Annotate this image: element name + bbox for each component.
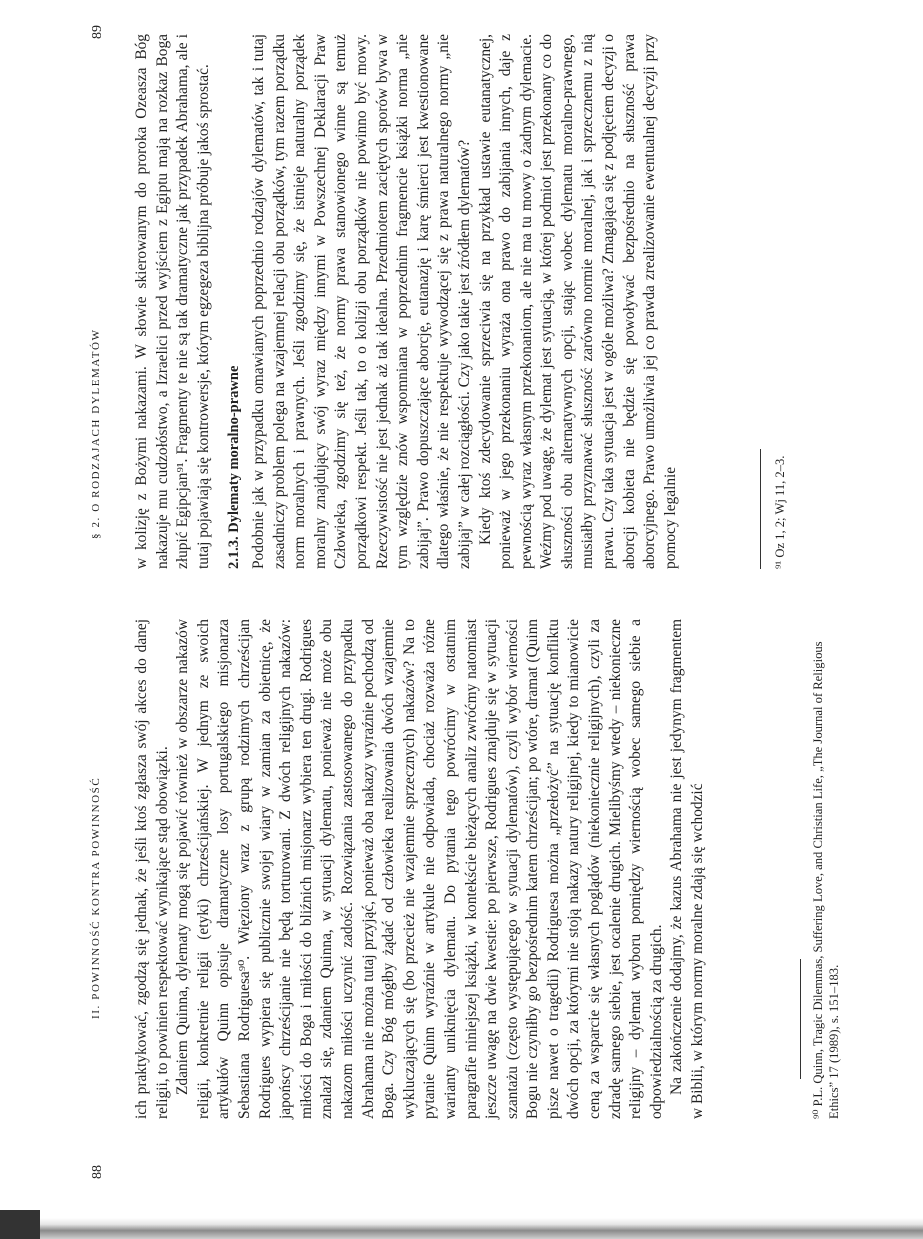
body-text <box>132 34 681 569</box>
right-page <box>0 9 923 599</box>
footnote: ⁹¹ Oz 1, 2; Wj 11, 2–3. <box>773 455 787 569</box>
left-page <box>0 599 923 1219</box>
section-heading: 2.1.3. Dylematy moralno-prawne <box>226 365 243 569</box>
paragraph: w kolizję z Bożymi nakazami. W słowie skierowanym do proroka Ozeasza Bóg nakazuje mu cudzołóstwo, a Izraelici przed wyjściem z Egiptu mają na rozkaz Boga złupić Egipcjan⁹¹. Fragmenty te nie są tak dramatyczne jak przypadek Abrahama, ale i tutaj pojawiają się kontrowersje, którym egzegeza biblijna próbuje jakoś sprostać. <box>133 34 212 569</box>
paragraph: ich praktykować, zgodzą się jednak, że jeśli ktoś zgłasza swój akces do danej religii, to powinien respektować wynikające stąd obowiązki. <box>133 619 171 1119</box>
footnote: ⁹⁰ P.L. Quinn, Tragic Dilemmas, Suffering Love, and Christian Life, „The Journal of Religious Ethics” 17 (1989), s. 151–183. <box>811 641 841 1119</box>
paragraph: Podobnie jak w przypadku omawianych poprzednio rodzajów dylematów, tak i tutaj zasadniczy problem polega na wzajemnej relacji obu porządków, tym razem porządku norm moralnych i prawnych. Jeśli zgodzimy się, że istnieje naturalny porządek moralny znajdujący swój wyraz między innymi w Powszechnej Deklaracji Praw Człowieka, zgodzimy się też, że normy prawa stanowionego winne są temuż porządkowi respekt. Jeśli tak, to o kolizji obu porządków nie powinno być mowy. Rzeczywistość nie jest jednak aż tak idealna. Przedmiotem zaciętych sporów bywa w tym względzie znów wspomniana w poprzednim fragmencie książki norma „nie zabijaj”. Prawo dopuszczające aborcję, eutanazję i karę śmierci jest kwestionowane dlatego właśnie, że nie respektuje wywodzącej się z prawa naturalnego normy „nie zabijaj” w całej rozciągłości. Czy jako takie jest źródłem dylematów? <box>249 34 473 569</box>
page-number: 89 <box>90 25 105 39</box>
running-head: § 2. O RODZAJACH DYLEMATÓW <box>90 328 102 539</box>
footnote-rule <box>760 449 761 569</box>
paragraph: Zdaniem Quinna, dylematy mogą się pojawić również w obszarze nakazów religii, konkretnie religii (etyki) chrześcijańskiej. W jednym ze swoich artykułów Quinn opisuje dramatyczne losy portugalskiego misjonarza Sebastiana Rodriguesa⁹⁰. Więziony wraz z grupą rodzimych chrześcijan Rodrigues wypiera się publicznie swojej wiary w zamian za obietnicę, że japońscy chrześcijanie nie będą torturowani. Z dwóch religijnych nakazów: miłości do Boga i miłości do bliźnich misjonarz wybiera ten drugi. Rodrigues znalazł się, zdaniem Quinna, w sytuacji dylematu, ponieważ nie może obu nakazom miłości uczynić zadość. Rozwiązania zastosowanego do przypadku Abrahama nie można tutaj przyjąć, ponieważ oba nakazy wyraźnie pochodzą od Boga. Czy Bóg mógłby żądać od człowieka realizowania dwóch wzajemnie wykluczających się (bo przecież nie wzajemnie sprzecznych) nakazów? Na to pytanie Quinn wyraźnie w artykule nie odpowiada, chociaż rozważa różne warianty uniknięcia dylematu. Do pytania tego powrócimy w ostatnim paragrafie niniejszej książki, w kontekście bieżących analiz zwróćmy natomiast jeszcze uwagę na dwie kwestie: po pierwsze, Rodrigues znajduje się w sytuacji szantażu (często występującego w sytuacji dylematów), czyli wybór wierności Bogu nie czyniłby go bezpośrednim katem chrześcijan; po wtóre, dramat (Quinn pisze nawet o tragedii) Rodriguesa można „przełożyć” na sytuację konfliktu dwóch opcji, za którymi nie stoją nakazy natury religijnej, kiedy to mianowicie ceną za wsparcie się własnych poglądów (niekoniecznie religijnych), czyli za zdradę samego siebie, jest ocalenie drugich. Mielibyśmy wtedy – niekonieczne religijny – dylemat wyboru pomiędzy wiernością wobec samego siebie a odpowiedzialnością za drugich. <box>174 619 665 1119</box>
page-number: 88 <box>90 1165 105 1179</box>
running-head: II. POWINNOŚĆ KONTRA POWINNOŚĆ <box>90 776 102 1019</box>
body-text <box>132 619 709 1119</box>
footnote-rule <box>800 959 801 1079</box>
paragraph: Na zakończenie dodajmy, że kazus Abrahama nie jest jedynym fragmentem w Biblii, w którym normy moralne zdają się wchodzić <box>668 619 707 1119</box>
paragraph: Kiedy ktoś zdecydowanie sprzeciwia się na przykład ustawie eutanatycznej, ponieważ w jego przekonaniu wyraża ona prawo do zabijania innych, daje z pewnością wyraz własnym przekonaniom, ale nie ma tu mowy o żadnym dylemacie. Weźmy pod uwagę, że dylemat jest sytuacją, w której podmiot jest przekonany co do słuszności obu alternatywnych opcji, stając wobec dylematu moralno-prawnego, musiałby przyznawać słuszność zarówno normie moralnej, jak i sprzecznemu z nią prawu. Czy taka sytuacja jest w ogóle możliwa? Zmagająca się z podjęciem decyzji o aborcji kobieta nie będzie się powoływać bezpośrednio na słuszność prawa aborcyjnego. Prawo umożliwia jej co prawda zrealizowanie ewentualnej decyzji przy pomocy legalnie <box>476 34 679 569</box>
